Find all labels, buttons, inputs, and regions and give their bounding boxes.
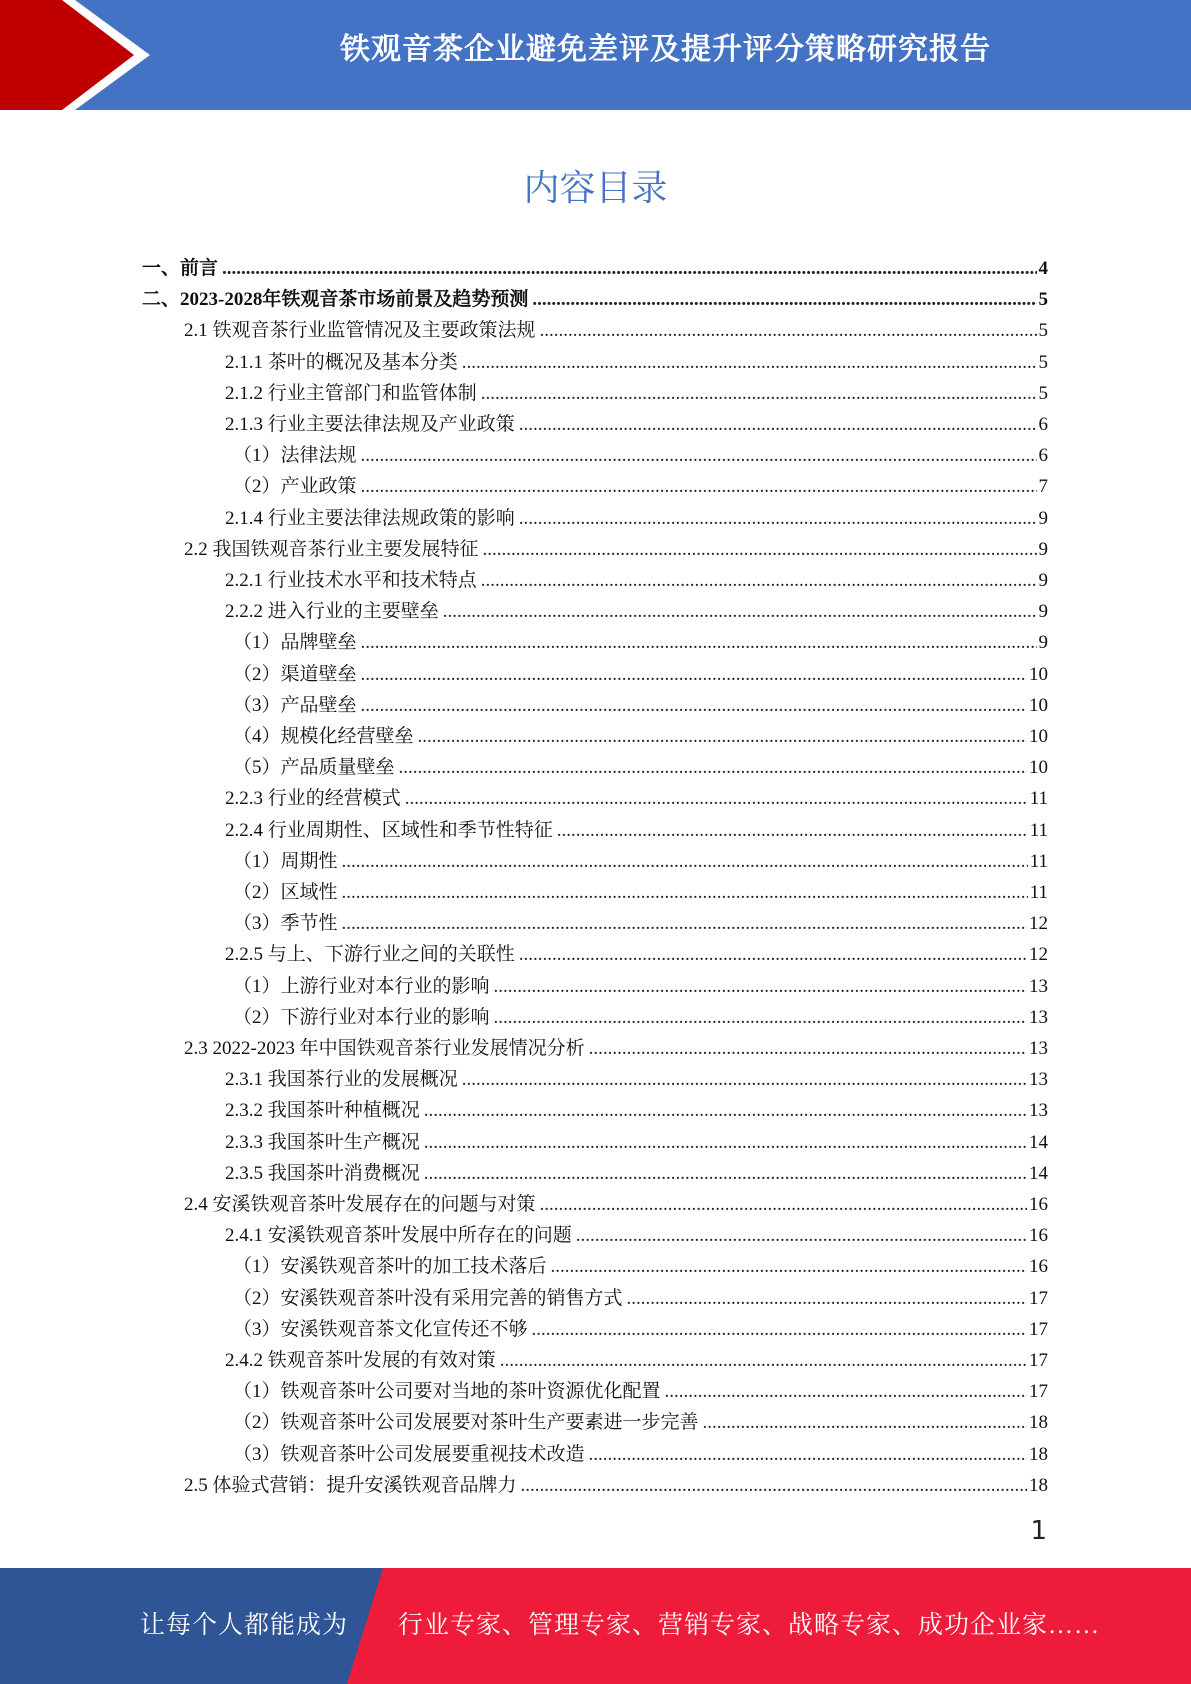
toc-entry[interactable] <box>225 378 1048 409</box>
toc-entry[interactable] <box>184 534 1048 565</box>
toc-entry-title: （3）安溪铁观音茶文化宣传还不够 <box>233 1318 528 1340</box>
footer-banner <box>0 1568 1191 1684</box>
toc-entry-title: （4）规模化经营壁垒 <box>233 726 414 747</box>
toc-entry-title: （3）季节性 <box>233 913 338 935</box>
toc-entry[interactable] <box>225 815 1048 846</box>
toc-entry-page: 13 <box>1029 975 1048 997</box>
toc-dot-leader <box>540 1189 1027 1220</box>
toc-entry-title: 2.3.1 我国茶行业的发展概况 <box>225 1069 458 1091</box>
toc-entry-page: 11 <box>1029 882 1048 903</box>
toc-entry[interactable] <box>233 877 1048 908</box>
toc-entry[interactable] <box>233 1376 1048 1407</box>
toc-entry-page: 13 <box>1029 1100 1048 1122</box>
toc-dot-leader <box>589 1439 1027 1470</box>
toc-entry[interactable] <box>225 1345 1048 1376</box>
toc-entry-page: 9 <box>1038 538 1048 560</box>
toc-entry-page: 13 <box>1029 1006 1048 1028</box>
toc-dot-leader <box>443 596 1037 627</box>
toc-dot-leader <box>222 253 1036 284</box>
toc-entry[interactable] <box>225 347 1048 378</box>
toc-entry-title: 2.2 我国铁观音茶行业主要发展特征 <box>184 538 479 560</box>
toc-entry[interactable] <box>233 971 1048 1002</box>
toc-entry-page: 11 <box>1029 788 1048 810</box>
toc-entry-title: 2.2.3 行业的经营模式 <box>225 788 401 810</box>
toc-dot-leader <box>627 1283 1027 1314</box>
toc-entry[interactable] <box>233 1407 1048 1438</box>
toc-entry-page: 16 <box>1029 1225 1048 1247</box>
toc-entry[interactable] <box>233 659 1048 690</box>
toc-dot-leader <box>540 315 1037 346</box>
toc-entry-title: 二、2023-2028年铁观音茶市场前景及趋势预测 <box>142 289 529 311</box>
toc-entry-page: 10 <box>1029 757 1048 779</box>
toc-entry-title: （1）上游行业对本行业的影响 <box>233 975 490 997</box>
toc-entry-page: 13 <box>1029 1069 1048 1091</box>
toc-entry-page: 17 <box>1029 1381 1048 1403</box>
toc-dot-leader <box>342 877 1028 908</box>
toc-entry-page: 5 <box>1038 320 1048 342</box>
toc-entry-title: 2.3.3 我国茶叶生产概况 <box>225 1131 420 1153</box>
toc-entry-title: （3）铁观音茶叶公司发展要重视技术改造 <box>233 1443 585 1465</box>
toc-entry[interactable] <box>225 939 1048 970</box>
toc-entry[interactable] <box>225 503 1048 534</box>
toc-entry[interactable] <box>233 1314 1048 1345</box>
toc-dot-leader <box>424 1127 1027 1158</box>
toc-entry-page: 7 <box>1038 476 1048 498</box>
toc-dot-leader <box>342 846 1028 877</box>
toc-entry-title: 2.4.1 安溪铁观音茶叶发展中所存在的问题 <box>225 1225 572 1247</box>
page-number: 1 <box>1030 1516 1047 1546</box>
toc-dot-leader <box>665 1376 1027 1407</box>
toc-entry-title: 2.5 体验式营销：提升安溪铁观音品牌力 <box>184 1474 517 1496</box>
toc-entry-title: （2）区域性 <box>233 882 338 903</box>
toc-entry-page: 11 <box>1029 819 1048 841</box>
toc-entry-title: （1）品牌壁垒 <box>233 632 357 654</box>
toc-entry[interactable] <box>225 1064 1048 1095</box>
toc-entry-title: （1）法律法规 <box>233 445 357 467</box>
toc-heading: 内容目录 <box>523 168 668 209</box>
toc-entry-page: 10 <box>1029 663 1048 685</box>
toc-entry[interactable] <box>233 721 1048 752</box>
toc-entry-page: 18 <box>1029 1474 1048 1496</box>
toc-entry[interactable] <box>225 409 1048 440</box>
toc-dot-leader <box>576 1220 1027 1251</box>
toc-entry[interactable] <box>225 1158 1048 1189</box>
toc-dot-leader <box>519 503 1037 534</box>
toc-dot-leader <box>519 939 1027 970</box>
toc-entry-title: （2）产业政策 <box>233 476 357 498</box>
footer-slogan-right: 行业专家、管理专家、营销专家、战略专家、成功企业家…… <box>398 1612 1101 1639</box>
toc-dot-leader <box>418 721 1027 752</box>
toc-entry-page: 10 <box>1029 694 1048 716</box>
toc-entry-page: 5 <box>1038 351 1048 373</box>
toc-entry-page: 17 <box>1029 1318 1048 1340</box>
header-banner <box>0 0 1191 110</box>
toc-dot-leader <box>521 1470 1027 1501</box>
toc-entry-title: （1）安溪铁观音茶叶的加工技术落后 <box>233 1256 547 1278</box>
toc-entry[interactable] <box>184 1189 1048 1220</box>
toc-entry-title: （2）渠道壁垒 <box>233 663 357 685</box>
toc-dot-leader <box>481 378 1037 409</box>
toc-entry-title: （3）产品壁垒 <box>233 694 357 716</box>
toc-dot-leader <box>405 783 1028 814</box>
toc-dot-leader <box>462 1064 1027 1095</box>
toc-entry[interactable] <box>225 596 1048 627</box>
toc-dot-leader <box>361 471 1037 502</box>
toc-dot-leader <box>551 1251 1027 1282</box>
toc-entry[interactable] <box>184 1033 1048 1064</box>
toc-entry-page: 16 <box>1029 1194 1048 1215</box>
toc-entry-page: 16 <box>1029 1256 1048 1278</box>
toc-entry-page: 11 <box>1029 850 1048 872</box>
toc-entry-page: 5 <box>1038 382 1048 404</box>
toc-entry-page: 12 <box>1029 913 1048 935</box>
toc-dot-leader <box>494 1002 1027 1033</box>
toc-entry-title: 2.1.2 行业主管部门和监管体制 <box>225 382 477 404</box>
toc-entry-title: （2）铁观音茶叶公司发展要对茶叶生产要素进一步完善 <box>233 1412 699 1434</box>
toc-entry-title: 2.2.1 行业技术水平和技术特点 <box>225 570 477 591</box>
toc-entry-title: 2.4.2 铁观音茶叶发展的有效对策 <box>225 1350 496 1371</box>
document-title: 铁观音茶企业避免差评及提升评分策略研究报告 <box>340 32 991 67</box>
toc-entry-title: 一、前言 <box>142 258 219 279</box>
toc-entry-title: （1）周期性 <box>233 850 338 872</box>
toc-entry-page: 6 <box>1038 414 1048 435</box>
toc-entry[interactable] <box>233 1439 1048 1470</box>
toc-entry-title: 2.3.2 我国茶叶种植概况 <box>225 1100 420 1122</box>
toc-entry[interactable] <box>142 253 1048 284</box>
toc-entry-title: 2.2.4 行业周期性、区域性和季节性特征 <box>225 819 553 841</box>
chevron-arrow-icon <box>0 0 160 110</box>
toc-entry-title: 2.1.4 行业主要法律法规政策的影响 <box>225 507 515 529</box>
toc-dot-leader <box>494 971 1027 1002</box>
toc-entry[interactable] <box>233 471 1048 502</box>
toc-entry-page: 13 <box>1029 1038 1048 1059</box>
toc-dot-leader <box>532 1314 1027 1345</box>
toc-entry-page: 18 <box>1029 1412 1048 1434</box>
toc-entry[interactable] <box>233 752 1048 783</box>
toc-entry[interactable] <box>225 1220 1048 1251</box>
toc-entry-title: 2.1.3 行业主要法律法规及产业政策 <box>225 414 515 435</box>
toc-entry-title: （1）铁观音茶叶公司要对当地的茶叶资源优化配置 <box>233 1381 661 1403</box>
toc-entry[interactable] <box>233 908 1048 939</box>
toc-dot-leader <box>589 1033 1027 1064</box>
toc-entry[interactable] <box>184 315 1048 346</box>
toc-dot-leader <box>361 440 1037 471</box>
toc-entry-page: 12 <box>1029 944 1048 966</box>
toc-dot-leader <box>483 534 1037 565</box>
toc-entry-page: 6 <box>1038 445 1048 467</box>
toc-entry-page: 10 <box>1029 726 1048 747</box>
toc-dot-leader <box>462 347 1037 378</box>
toc-dot-leader <box>424 1158 1027 1189</box>
toc-dot-leader <box>424 1095 1027 1126</box>
toc-entry[interactable] <box>142 284 1048 315</box>
toc-entry-page: 18 <box>1029 1443 1048 1465</box>
toc-entry[interactable] <box>233 846 1048 877</box>
toc-entry[interactable] <box>233 1283 1048 1314</box>
toc-dot-leader <box>361 690 1027 721</box>
toc-entry-page: 17 <box>1029 1287 1048 1309</box>
toc-entry-title: 2.2.2 进入行业的主要壁垒 <box>225 601 439 623</box>
toc-entry-title: 2.4 安溪铁观音茶叶发展存在的问题与对策 <box>184 1194 536 1215</box>
toc-entry-title: （2）安溪铁观音茶叶没有采用完善的销售方式 <box>233 1287 623 1309</box>
toc-dot-leader <box>481 565 1037 596</box>
toc-dot-leader <box>342 908 1027 939</box>
toc-entry-title: 2.3 2022-2023 年中国铁观音茶行业发展情况分析 <box>184 1038 585 1059</box>
toc-entry-page: 9 <box>1038 601 1048 623</box>
toc-entry[interactable] <box>233 627 1048 658</box>
toc-entry[interactable] <box>184 1470 1048 1501</box>
toc-entry[interactable] <box>225 565 1048 596</box>
toc-entry-title: （2）下游行业对本行业的影响 <box>233 1006 490 1028</box>
toc-entry-page: 14 <box>1029 1162 1048 1184</box>
toc-entry[interactable] <box>233 440 1048 471</box>
toc-entry-page: 17 <box>1029 1350 1048 1371</box>
toc-entry[interactable] <box>225 1127 1048 1158</box>
toc-dot-leader <box>361 659 1027 690</box>
toc-entry-page: 4 <box>1038 258 1048 279</box>
toc-dot-leader <box>532 284 1036 315</box>
toc-entry-title: 2.1.1 茶叶的概况及基本分类 <box>225 351 458 373</box>
toc-dot-leader <box>361 627 1037 658</box>
toc-entry-page: 9 <box>1038 507 1048 529</box>
toc-entry-title: 2.3.5 我国茶叶消费概况 <box>225 1162 420 1184</box>
toc-dot-leader <box>519 409 1037 440</box>
toc-entry[interactable] <box>233 1002 1048 1033</box>
footer-slogan-left: 让每个人都能成为 <box>140 1612 349 1639</box>
toc-entry[interactable] <box>233 690 1048 721</box>
toc-dot-leader <box>500 1345 1027 1376</box>
toc-entry-page: 5 <box>1038 289 1048 311</box>
toc-entry[interactable] <box>225 1095 1048 1126</box>
toc-entry-page: 9 <box>1038 632 1048 654</box>
toc-entry-title: （5）产品质量壁垒 <box>233 757 395 779</box>
toc-entry-page: 9 <box>1038 570 1048 591</box>
toc-entry-page: 14 <box>1029 1131 1048 1153</box>
toc-entry[interactable] <box>233 1251 1048 1282</box>
toc-entry-title: 2.2.5 与上、下游行业之间的关联性 <box>225 944 515 966</box>
toc-entry[interactable] <box>225 783 1048 814</box>
toc-dot-leader <box>399 752 1027 783</box>
toc-entry-title: 2.1 铁观音茶行业监管情况及主要政策法规 <box>184 320 536 342</box>
toc-dot-leader <box>703 1407 1027 1438</box>
toc-dot-leader <box>557 815 1028 846</box>
